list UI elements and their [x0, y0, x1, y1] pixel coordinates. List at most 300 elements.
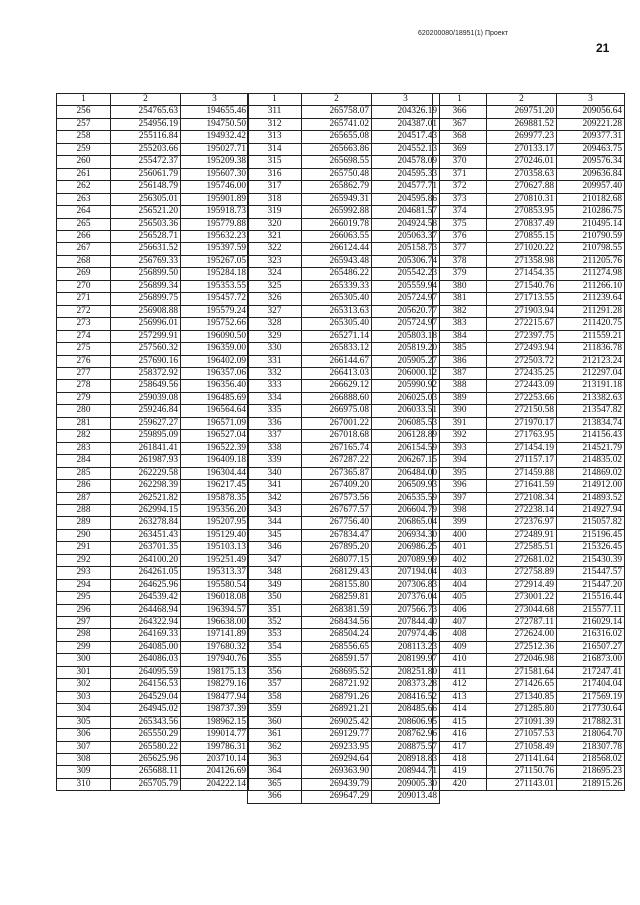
point-number: 368: [433, 131, 487, 143]
point-number: 287: [57, 492, 111, 504]
x-coordinate: 256769.33: [111, 255, 181, 267]
point-number: 310: [57, 778, 111, 790]
point-number: 278: [57, 380, 111, 392]
x-coordinate: 267834.47: [302, 529, 372, 541]
table-row: [57, 504, 249, 516]
table-row: [57, 704, 249, 716]
x-coordinate: 264322.94: [111, 617, 181, 629]
x-coordinate: 268791.26: [302, 691, 372, 703]
point-number: 289: [57, 517, 111, 529]
point-number: 348: [248, 567, 302, 579]
table-row: [248, 118, 440, 130]
table-row: [57, 729, 249, 741]
point-number: 377: [433, 243, 487, 255]
table-row: [57, 367, 249, 379]
x-coordinate: 272624.00: [487, 629, 557, 641]
table-row: [248, 380, 440, 392]
table-row: [57, 193, 249, 205]
table-row: [433, 131, 625, 143]
table-row: [57, 243, 249, 255]
y-coordinate: 218568.02: [557, 754, 625, 766]
y-coordinate: 195353.55: [181, 280, 249, 292]
x-coordinate: 268695.52: [302, 666, 372, 678]
table-row: [433, 430, 625, 442]
x-coordinate: 271970.17: [487, 417, 557, 429]
x-coordinate: 271641.59: [487, 480, 557, 492]
table-header-row: [57, 94, 249, 106]
y-coordinate: 204517.43: [372, 131, 440, 143]
x-coordinate: 272376.97: [487, 517, 557, 529]
table-row: [57, 542, 249, 554]
point-number: 263: [57, 193, 111, 205]
table-row: [248, 529, 440, 541]
x-coordinate: 264529.04: [111, 691, 181, 703]
x-coordinate: 263701.35: [111, 542, 181, 554]
point-number: 418: [433, 754, 487, 766]
table-row: [433, 766, 625, 778]
point-number: 271: [57, 293, 111, 305]
x-coordinate: 259895.09: [111, 430, 181, 442]
x-coordinate: 272512.36: [487, 641, 557, 653]
table-row: [248, 193, 440, 205]
y-coordinate: 195397.59: [181, 243, 249, 255]
y-coordinate: 213382.63: [557, 392, 625, 404]
x-coordinate: 265750.48: [302, 168, 372, 180]
point-number: 261: [57, 168, 111, 180]
x-coordinate: 267756.40: [302, 517, 372, 529]
point-number: 334: [248, 392, 302, 404]
table-row: [248, 367, 440, 379]
point-number: 414: [433, 704, 487, 716]
point-number: 297: [57, 617, 111, 629]
y-coordinate: 216507.27: [557, 641, 625, 653]
x-coordinate: 268504.24: [302, 629, 372, 641]
x-coordinate: 265339.33: [302, 280, 372, 292]
point-number: 397: [433, 492, 487, 504]
point-number: 357: [248, 679, 302, 691]
point-number: 300: [57, 654, 111, 666]
table-row: [248, 318, 440, 330]
point-number: 304: [57, 704, 111, 716]
x-coordinate: 271143.01: [487, 778, 557, 790]
point-number: 333: [248, 380, 302, 392]
y-coordinate: 209056.64: [557, 106, 625, 118]
x-coordinate: 258649.56: [111, 380, 181, 392]
table-row: [248, 206, 440, 218]
x-coordinate: 265943.48: [302, 255, 372, 267]
y-coordinate: 214912.00: [557, 480, 625, 492]
y-coordinate: 196522.39: [181, 442, 249, 454]
point-number: 276: [57, 355, 111, 367]
x-coordinate: 272046.98: [487, 654, 557, 666]
point-number: 390: [433, 405, 487, 417]
y-coordinate: 195313.37: [181, 567, 249, 579]
x-coordinate: 264095.59: [111, 666, 181, 678]
y-coordinate: 211836.78: [557, 343, 625, 355]
point-number: 417: [433, 741, 487, 753]
table-row: [248, 704, 440, 716]
table-row: [57, 567, 249, 579]
y-coordinate: 209576.34: [557, 156, 625, 168]
table-row: [433, 455, 625, 467]
point-number: 292: [57, 554, 111, 566]
table-row: [57, 617, 249, 629]
x-coordinate: 269751.20: [487, 106, 557, 118]
point-number: 262: [57, 181, 111, 193]
y-coordinate: 195209.38: [181, 156, 249, 168]
table-row: [433, 355, 625, 367]
table-row: [433, 604, 625, 616]
point-number: 268: [57, 255, 111, 267]
point-number: 396: [433, 480, 487, 492]
x-coordinate: 268591.57: [302, 654, 372, 666]
table-row: [57, 716, 249, 728]
table-row: [433, 168, 625, 180]
y-coordinate: 208606.95: [372, 716, 440, 728]
point-number: 409: [433, 641, 487, 653]
y-coordinate: 206085.53: [372, 417, 440, 429]
point-number: 359: [248, 704, 302, 716]
y-coordinate: 210790.59: [557, 230, 625, 242]
y-coordinate: 215577.11: [557, 604, 625, 616]
point-number: 274: [57, 330, 111, 342]
x-coordinate: 267018.68: [302, 430, 372, 442]
table-row: [248, 467, 440, 479]
table-row: [433, 716, 625, 728]
y-coordinate: 207376.04: [372, 592, 440, 604]
y-coordinate: 205724.97: [372, 293, 440, 305]
y-coordinate: 205063.37: [372, 230, 440, 242]
y-coordinate: 216873.00: [557, 654, 625, 666]
y-coordinate: 195267.05: [181, 255, 249, 267]
y-coordinate: 207566.73: [372, 604, 440, 616]
y-coordinate: 208113.23: [372, 641, 440, 653]
table-row: [433, 181, 625, 193]
x-coordinate: 271581.64: [487, 666, 557, 678]
point-number: 293: [57, 567, 111, 579]
x-coordinate: 264261.05: [111, 567, 181, 579]
table-row: [248, 430, 440, 442]
y-coordinate: 206934.30: [372, 529, 440, 541]
y-coordinate: 196359.00: [181, 343, 249, 355]
point-number: 281: [57, 417, 111, 429]
x-coordinate: 271763.95: [487, 430, 557, 442]
point-number: 306: [57, 729, 111, 741]
table-row: [248, 156, 440, 168]
y-coordinate: 196402.09: [181, 355, 249, 367]
x-coordinate: 271454.35: [487, 268, 557, 280]
y-coordinate: 206025.03: [372, 392, 440, 404]
table-row: [433, 268, 625, 280]
header-point-number: 1: [248, 94, 302, 106]
x-coordinate: 266888.60: [302, 392, 372, 404]
y-coordinate: 195356.20: [181, 504, 249, 516]
y-coordinate: 197940.76: [181, 654, 249, 666]
y-coordinate: 204222.14: [181, 778, 249, 790]
y-coordinate: 215447.57: [557, 567, 625, 579]
table-row: [433, 579, 625, 591]
header-x: 2: [487, 94, 557, 106]
point-number: 267: [57, 243, 111, 255]
y-coordinate: 208875.57: [372, 741, 440, 753]
x-coordinate: 270855.15: [487, 230, 557, 242]
x-coordinate: 264100.20: [111, 554, 181, 566]
x-coordinate: 265688.11: [111, 766, 181, 778]
table-row: [433, 206, 625, 218]
point-number: 410: [433, 654, 487, 666]
point-number: 406: [433, 604, 487, 616]
table-row: [248, 293, 440, 305]
point-number: 371: [433, 168, 487, 180]
x-coordinate: 271358.98: [487, 255, 557, 267]
point-number: 349: [248, 579, 302, 591]
point-number: 389: [433, 392, 487, 404]
x-coordinate: 271141.64: [487, 754, 557, 766]
point-number: 367: [433, 118, 487, 130]
table-row: [57, 143, 249, 155]
coordinates-table-1: [56, 93, 249, 791]
point-number: 280: [57, 405, 111, 417]
table-row: [433, 218, 625, 230]
point-number: 407: [433, 617, 487, 629]
table-row: [433, 778, 625, 790]
y-coordinate: 214893.52: [557, 492, 625, 504]
table-row: [57, 641, 249, 653]
table-row: [248, 455, 440, 467]
y-coordinate: 205990.92: [372, 380, 440, 392]
point-number: 363: [248, 754, 302, 766]
point-number: 273: [57, 318, 111, 330]
table-row: [433, 255, 625, 267]
table-row: [433, 106, 625, 118]
y-coordinate: 215057.82: [557, 517, 625, 529]
point-number: 328: [248, 318, 302, 330]
x-coordinate: 264625.96: [111, 579, 181, 591]
table-row: [248, 542, 440, 554]
table-row: [433, 330, 625, 342]
y-coordinate: 198962.15: [181, 716, 249, 728]
y-coordinate: 215516.44: [557, 592, 625, 604]
table-row: [248, 131, 440, 143]
point-number: 301: [57, 666, 111, 678]
table-row: [57, 268, 249, 280]
table-row: [248, 405, 440, 417]
y-coordinate: 207306.83: [372, 579, 440, 591]
point-number: 295: [57, 592, 111, 604]
x-coordinate: 265698.55: [302, 156, 372, 168]
x-coordinate: 271157.17: [487, 455, 557, 467]
point-number: 398: [433, 504, 487, 516]
y-coordinate: 196304.44: [181, 467, 249, 479]
x-coordinate: 270133.17: [487, 143, 557, 155]
y-coordinate: 194750.50: [181, 118, 249, 130]
table-row: [433, 305, 625, 317]
y-coordinate: 214835.02: [557, 455, 625, 467]
point-number: 352: [248, 617, 302, 629]
x-coordinate: 267287.22: [302, 455, 372, 467]
point-number: 408: [433, 629, 487, 641]
point-number: 338: [248, 442, 302, 454]
point-number: 404: [433, 579, 487, 591]
x-coordinate: 271713.55: [487, 293, 557, 305]
y-coordinate: 196018.08: [181, 592, 249, 604]
x-coordinate: 268921.21: [302, 704, 372, 716]
x-coordinate: 266063.55: [302, 230, 372, 242]
x-coordinate: 272493.94: [487, 343, 557, 355]
x-coordinate: 266124.44: [302, 243, 372, 255]
x-coordinate: 271285.80: [487, 704, 557, 716]
point-number: 375: [433, 218, 487, 230]
point-number: 392: [433, 430, 487, 442]
table-row: [57, 330, 249, 342]
table-row: [248, 778, 440, 790]
table-row: [57, 168, 249, 180]
point-number: 323: [248, 255, 302, 267]
y-coordinate: 211266.10: [557, 280, 625, 292]
table-row: [248, 255, 440, 267]
y-coordinate: 207089.99: [372, 554, 440, 566]
table-row: [57, 380, 249, 392]
table-row: [248, 417, 440, 429]
table-row: [57, 118, 249, 130]
x-coordinate: 265305.40: [302, 318, 372, 330]
point-number: 331: [248, 355, 302, 367]
point-number: 380: [433, 280, 487, 292]
point-number: 269: [57, 268, 111, 280]
point-number: 351: [248, 604, 302, 616]
x-coordinate: 272397.75: [487, 330, 557, 342]
y-coordinate: 210286.75: [557, 206, 625, 218]
table-row: [248, 579, 440, 591]
x-coordinate: 256631.52: [111, 243, 181, 255]
x-coordinate: 269294.64: [302, 754, 372, 766]
table-row: [433, 729, 625, 741]
point-number: 319: [248, 206, 302, 218]
point-number: 324: [248, 268, 302, 280]
table-row: [57, 691, 249, 703]
y-coordinate: 213834.74: [557, 417, 625, 429]
point-number: 340: [248, 467, 302, 479]
y-coordinate: 215196.45: [557, 529, 625, 541]
x-coordinate: 269129.77: [302, 729, 372, 741]
point-number: 303: [57, 691, 111, 703]
point-number: 362: [248, 741, 302, 753]
table-row: [57, 206, 249, 218]
point-number: 360: [248, 716, 302, 728]
point-number: 264: [57, 206, 111, 218]
x-coordinate: 264086.03: [111, 654, 181, 666]
table-row: [57, 405, 249, 417]
point-number: 282: [57, 430, 111, 442]
table-row: [433, 318, 625, 330]
y-coordinate: 209221.28: [557, 118, 625, 130]
y-coordinate: 205803.18: [372, 330, 440, 342]
y-coordinate: 207844.40: [372, 617, 440, 629]
x-coordinate: 263451.43: [111, 529, 181, 541]
table-row: [57, 766, 249, 778]
header-x: 2: [302, 94, 372, 106]
table-row: [57, 293, 249, 305]
y-coordinate: 196527.04: [181, 430, 249, 442]
y-coordinate: 206509.93: [372, 480, 440, 492]
point-number: 272: [57, 305, 111, 317]
y-coordinate: 216029.14: [557, 617, 625, 629]
x-coordinate: 268259.81: [302, 592, 372, 604]
table-row: [248, 567, 440, 579]
x-coordinate: 265758.07: [302, 106, 372, 118]
y-coordinate: 196090.50: [181, 330, 249, 342]
point-number: 321: [248, 230, 302, 242]
table-row: [57, 554, 249, 566]
point-number: 383: [433, 318, 487, 330]
x-coordinate: 264169.33: [111, 629, 181, 641]
point-number: 347: [248, 554, 302, 566]
x-coordinate: 272681.02: [487, 554, 557, 566]
x-coordinate: 261841.41: [111, 442, 181, 454]
x-coordinate: 268155.80: [302, 579, 372, 591]
x-coordinate: 256528.71: [111, 230, 181, 242]
table-row: [248, 754, 440, 766]
x-coordinate: 267001.22: [302, 417, 372, 429]
point-number: 370: [433, 156, 487, 168]
table-row: [248, 666, 440, 678]
x-coordinate: 270358.63: [487, 168, 557, 180]
point-number: 364: [248, 766, 302, 778]
y-coordinate: 212297.04: [557, 367, 625, 379]
y-coordinate: 195579.24: [181, 305, 249, 317]
table-row: [248, 554, 440, 566]
table-row: [433, 392, 625, 404]
point-number: 275: [57, 343, 111, 355]
y-coordinate: 205620.77: [372, 305, 440, 317]
y-coordinate: 214869.02: [557, 467, 625, 479]
point-number: 415: [433, 716, 487, 728]
table-row: [248, 604, 440, 616]
y-coordinate: 196564.64: [181, 405, 249, 417]
y-coordinate: 210495.14: [557, 218, 625, 230]
y-coordinate: 195251.49: [181, 554, 249, 566]
y-coordinate: 206986.25: [372, 542, 440, 554]
table-row: [433, 380, 625, 392]
x-coordinate: 257299.91: [111, 330, 181, 342]
x-coordinate: 265343.56: [111, 716, 181, 728]
y-coordinate: 206604.79: [372, 504, 440, 516]
point-number: 365: [248, 778, 302, 790]
y-coordinate: 214156.43: [557, 430, 625, 442]
x-coordinate: 256503.36: [111, 218, 181, 230]
point-number: 325: [248, 280, 302, 292]
y-coordinate: 206128.89: [372, 430, 440, 442]
y-coordinate: 196409.18: [181, 455, 249, 467]
table-row: [433, 567, 625, 579]
point-number: 361: [248, 729, 302, 741]
point-number: 402: [433, 554, 487, 566]
y-coordinate: 196357.06: [181, 367, 249, 379]
y-coordinate: 209377.31: [557, 131, 625, 143]
table-row: [433, 691, 625, 703]
table-row: [433, 480, 625, 492]
y-coordinate: 215447.20: [557, 579, 625, 591]
x-coordinate: 254956.19: [111, 118, 181, 130]
point-number: 391: [433, 417, 487, 429]
table-row: [433, 754, 625, 766]
point-number: 373: [433, 193, 487, 205]
table-row: [248, 617, 440, 629]
y-coordinate: 205158.73: [372, 243, 440, 255]
y-coordinate: 209636.84: [557, 168, 625, 180]
x-coordinate: 266413.03: [302, 367, 372, 379]
table-row: [433, 617, 625, 629]
